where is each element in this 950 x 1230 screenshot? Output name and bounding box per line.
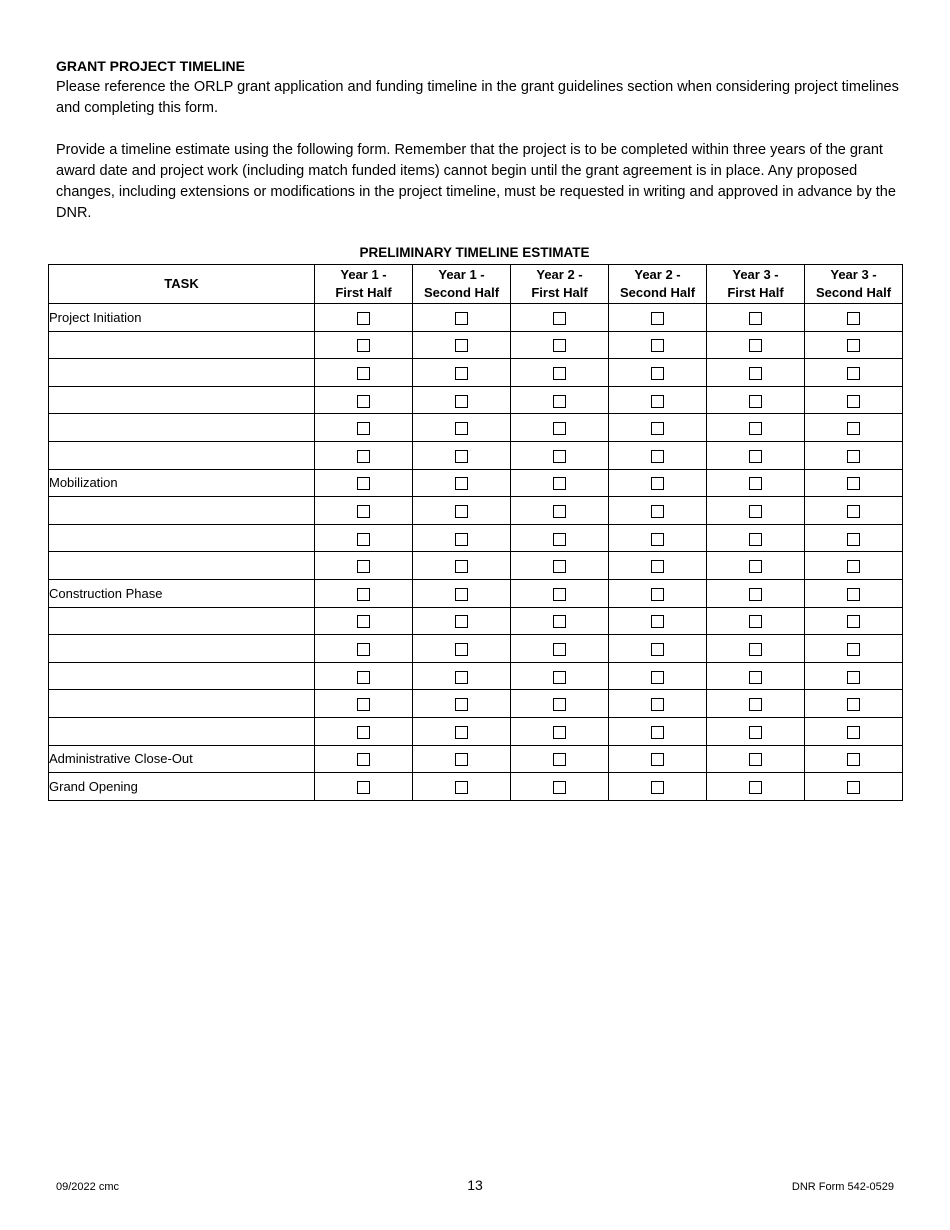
checkbox-cell (609, 745, 707, 773)
timeline-checkbox[interactable] (357, 753, 370, 766)
checkbox-cell (315, 607, 413, 635)
timeline-checkbox[interactable] (455, 533, 468, 546)
timeline-checkbox[interactable] (847, 395, 860, 408)
column-header-line1: Year 2 - (536, 267, 583, 282)
checkbox-cell (315, 662, 413, 690)
checkbox-cell (805, 552, 903, 580)
timeline-checkbox[interactable] (749, 533, 762, 546)
intro-paragraph: Please reference the ORLP grant application and funding timeline in the grant guidelines section when considering project timelines and completing this form. (56, 79, 899, 116)
checkbox-cell (413, 359, 511, 387)
checkbox-cell (413, 607, 511, 635)
checkbox-cell (805, 773, 903, 801)
timeline-checkbox[interactable] (651, 533, 664, 546)
timeline-checkbox[interactable] (651, 367, 664, 380)
task-cell[interactable] (49, 635, 315, 663)
timeline-checkbox[interactable] (357, 477, 370, 490)
checkbox-cell (315, 552, 413, 580)
timeline-checkbox[interactable] (847, 560, 860, 573)
checkbox-cell (315, 717, 413, 745)
task-cell[interactable] (49, 717, 315, 745)
task-cell[interactable]: Project Initiation (49, 304, 315, 332)
timeline-checkbox[interactable] (847, 643, 860, 656)
timeline-checkbox[interactable] (651, 588, 664, 601)
table-row (49, 579, 903, 607)
checkbox-cell (413, 717, 511, 745)
checkbox-cell (707, 524, 805, 552)
timeline-checkbox[interactable] (651, 450, 664, 463)
checkbox-cell (609, 469, 707, 497)
checkbox-cell (315, 331, 413, 359)
checkbox-cell (511, 717, 609, 745)
checkbox-cell (609, 386, 707, 414)
checkbox-cell (609, 524, 707, 552)
checkbox-cell (805, 386, 903, 414)
timeline-checkbox[interactable] (847, 753, 860, 766)
checkbox-cell (511, 497, 609, 525)
task-cell[interactable] (49, 524, 315, 552)
timeline-checkbox[interactable] (847, 588, 860, 601)
timeline-checkbox[interactable] (749, 505, 762, 518)
checkbox-cell (609, 304, 707, 332)
page-number: 13 (467, 1177, 483, 1193)
column-header-y1-first (315, 265, 413, 304)
table-row (49, 386, 903, 414)
timeline-checkbox[interactable] (357, 671, 370, 684)
checkbox-cell (609, 441, 707, 469)
task-column-header: TASK (49, 265, 315, 304)
timeline-checkbox[interactable] (553, 781, 566, 794)
checkbox-cell (511, 469, 609, 497)
timeline-checkbox[interactable] (651, 339, 664, 352)
timeline-checkbox[interactable] (455, 615, 468, 628)
table-row (49, 607, 903, 635)
checkbox-cell (511, 441, 609, 469)
timeline-checkbox[interactable] (651, 643, 664, 656)
checkbox-cell (413, 690, 511, 718)
checkbox-cell (805, 304, 903, 332)
timeline-checkbox[interactable] (847, 477, 860, 490)
timeline-checkbox[interactable] (357, 339, 370, 352)
column-header-y2-second (609, 265, 707, 304)
checkbox-cell (315, 524, 413, 552)
checkbox-cell (413, 662, 511, 690)
table-title: PRELIMINARY TIMELINE ESTIMATE (359, 245, 590, 260)
timeline-body (49, 304, 903, 801)
checkbox-cell (413, 552, 511, 580)
column-header-line2: Second Half (619, 285, 696, 300)
column-header-line1: Year 3 - (830, 267, 877, 282)
timeline-checkbox[interactable] (847, 781, 860, 794)
checkbox-cell (805, 497, 903, 525)
checkbox-cell (805, 690, 903, 718)
timeline-checkbox[interactable] (455, 395, 468, 408)
timeline-checkbox[interactable] (749, 753, 762, 766)
checkbox-cell (609, 359, 707, 387)
timeline-checkbox[interactable] (651, 505, 664, 518)
table-row (49, 745, 903, 773)
checkbox-cell (805, 524, 903, 552)
timeline-checkbox[interactable] (455, 367, 468, 380)
checkbox-cell (413, 497, 511, 525)
task-cell[interactable] (49, 497, 315, 525)
checkbox-cell (609, 331, 707, 359)
table-row (49, 359, 903, 387)
task-cell[interactable] (49, 690, 315, 718)
column-header-line2: First Half (335, 285, 392, 300)
checkbox-cell (805, 414, 903, 442)
checkbox-cell (511, 690, 609, 718)
timeline-checkbox[interactable] (847, 339, 860, 352)
table-header-row (49, 265, 903, 304)
timeline-checkbox[interactable] (553, 753, 566, 766)
table-row (49, 497, 903, 525)
checkbox-cell (707, 717, 805, 745)
timeline-checkbox[interactable] (357, 698, 370, 711)
timeline-checkbox[interactable] (651, 395, 664, 408)
timeline-checkbox[interactable] (357, 312, 370, 325)
timeline-checkbox[interactable] (455, 312, 468, 325)
checkbox-cell (805, 469, 903, 497)
checkbox-cell (707, 304, 805, 332)
table-row (49, 662, 903, 690)
checkbox-cell (511, 331, 609, 359)
timeline-checkbox[interactable] (357, 560, 370, 573)
timeline-checkbox[interactable] (651, 560, 664, 573)
checkbox-cell (707, 662, 805, 690)
checkbox-cell (315, 359, 413, 387)
checkbox-cell (805, 331, 903, 359)
checkbox-cell (609, 497, 707, 525)
timeline-checkbox[interactable] (847, 698, 860, 711)
table-row (49, 414, 903, 442)
timeline-checkbox[interactable] (651, 615, 664, 628)
timeline-checkbox[interactable] (553, 643, 566, 656)
timeline-checkbox[interactable] (455, 560, 468, 573)
checkbox-cell (707, 441, 805, 469)
task-cell[interactable]: Grand Opening (49, 773, 315, 801)
timeline-checkbox[interactable] (651, 726, 664, 739)
checkbox-cell (511, 635, 609, 663)
timeline-checkbox[interactable] (651, 312, 664, 325)
timeline-checkbox[interactable] (455, 726, 468, 739)
checkbox-cell (511, 745, 609, 773)
checkbox-cell (805, 359, 903, 387)
table-row (49, 552, 903, 580)
column-header-y1-second (413, 265, 511, 304)
timeline-checkbox[interactable] (553, 312, 566, 325)
checkbox-cell (707, 359, 805, 387)
timeline-checkbox[interactable] (357, 422, 370, 435)
column-header-line2: First Half (531, 285, 588, 300)
checkbox-cell (413, 304, 511, 332)
timeline-checkbox[interactable] (553, 615, 566, 628)
task-cell[interactable] (49, 386, 315, 414)
timeline-checkbox[interactable] (553, 367, 566, 380)
checkbox-cell (413, 745, 511, 773)
timeline-checkbox[interactable] (749, 671, 762, 684)
timeline-checkbox[interactable] (357, 367, 370, 380)
checkbox-cell (511, 524, 609, 552)
timeline-checkbox[interactable] (749, 422, 762, 435)
checkbox-cell (707, 552, 805, 580)
timeline-checkbox[interactable] (357, 781, 370, 794)
timeline-checkbox[interactable] (357, 615, 370, 628)
timeline-checkbox[interactable] (455, 698, 468, 711)
timeline-checkbox[interactable] (847, 671, 860, 684)
checkbox-cell (609, 662, 707, 690)
table-row (49, 304, 903, 332)
column-header-line1: Year 3 - (732, 267, 779, 282)
column-header-line1: Year 2 - (634, 267, 681, 282)
timeline-checkbox[interactable] (357, 643, 370, 656)
checkbox-cell (707, 331, 805, 359)
timeline-checkbox[interactable] (553, 560, 566, 573)
timeline-checkbox[interactable] (357, 726, 370, 739)
timeline-checkbox[interactable] (455, 781, 468, 794)
column-header-y3-first (707, 265, 805, 304)
timeline-checkbox[interactable] (455, 588, 468, 601)
timeline-checkbox[interactable] (553, 477, 566, 490)
checkbox-cell (707, 497, 805, 525)
timeline-checkbox[interactable] (455, 450, 468, 463)
timeline-checkbox[interactable] (553, 588, 566, 601)
task-cell[interactable] (49, 414, 315, 442)
timeline-checkbox[interactable] (553, 395, 566, 408)
checkbox-cell (805, 717, 903, 745)
timeline-checkbox[interactable] (749, 395, 762, 408)
checkbox-cell (707, 635, 805, 663)
checkbox-cell (707, 773, 805, 801)
timeline-checkbox[interactable] (553, 533, 566, 546)
timeline-checkbox[interactable] (749, 560, 762, 573)
checkbox-cell (315, 386, 413, 414)
timeline-checkbox[interactable] (651, 753, 664, 766)
timeline-checkbox[interactable] (847, 615, 860, 628)
task-cell[interactable]: Construction Phase (49, 579, 315, 607)
timeline-checkbox[interactable] (749, 615, 762, 628)
column-header-y3-second (805, 265, 903, 304)
timeline-checkbox[interactable] (749, 450, 762, 463)
checkbox-cell (805, 662, 903, 690)
checkbox-cell (413, 414, 511, 442)
checkbox-cell (609, 773, 707, 801)
checkbox-cell (609, 552, 707, 580)
checkbox-cell (413, 441, 511, 469)
checkbox-cell (805, 745, 903, 773)
checkbox-cell (609, 414, 707, 442)
timeline-checkbox[interactable] (553, 422, 566, 435)
checkbox-cell (413, 579, 511, 607)
timeline-checkbox[interactable] (749, 588, 762, 601)
checkbox-cell (707, 690, 805, 718)
checkbox-cell (511, 414, 609, 442)
timeline-checkbox[interactable] (847, 312, 860, 325)
timeline-checkbox[interactable] (553, 671, 566, 684)
checkbox-cell (609, 607, 707, 635)
timeline-checkbox[interactable] (847, 422, 860, 435)
checkbox-cell (707, 607, 805, 635)
timeline-checkbox[interactable] (553, 698, 566, 711)
footer-date: 09/2022 cmc (56, 1181, 119, 1193)
timeline-checkbox[interactable] (357, 588, 370, 601)
timeline-checkbox[interactable] (357, 450, 370, 463)
checkbox-cell (511, 607, 609, 635)
timeline-checkbox[interactable] (749, 643, 762, 656)
checkbox-cell (413, 386, 511, 414)
checkbox-cell (315, 469, 413, 497)
checkbox-cell (315, 304, 413, 332)
table-row (49, 773, 903, 801)
timeline-checkbox[interactable] (847, 450, 860, 463)
timeline-checkbox[interactable] (357, 505, 370, 518)
timeline-checkbox[interactable] (455, 505, 468, 518)
timeline-checkbox[interactable] (749, 726, 762, 739)
timeline-checkbox[interactable] (455, 477, 468, 490)
column-header-y2-first (511, 265, 609, 304)
task-cell[interactable] (49, 552, 315, 580)
instructions-paragraph: Provide a timeline estimate using the following form. Remember that the project is to be completed within three years of the grant award date and project work (including match funded items) cannot begin until the grant agreement is in place. Any proposed changes, including extensions or modifications in the project timeline, must be requested in writing and approved in advance by the DNR. (56, 142, 896, 221)
table-row (49, 469, 903, 497)
timeline-checkbox[interactable] (455, 422, 468, 435)
timeline-checkbox[interactable] (553, 450, 566, 463)
checkbox-cell (707, 469, 805, 497)
timeline-checkbox[interactable] (847, 533, 860, 546)
table-row (49, 690, 903, 718)
checkbox-cell (315, 690, 413, 718)
checkbox-cell (315, 635, 413, 663)
checkbox-cell (805, 579, 903, 607)
timeline-checkbox[interactable] (455, 753, 468, 766)
checkbox-cell (805, 607, 903, 635)
task-cell[interactable]: Administrative Close-Out (49, 745, 315, 773)
task-cell[interactable] (49, 607, 315, 635)
checkbox-cell (511, 662, 609, 690)
table-row (49, 717, 903, 745)
task-cell[interactable] (49, 441, 315, 469)
timeline-checkbox[interactable] (455, 671, 468, 684)
checkbox-cell (511, 579, 609, 607)
table-row (49, 524, 903, 552)
timeline-checkbox[interactable] (651, 698, 664, 711)
checkbox-cell (511, 304, 609, 332)
checkbox-cell (315, 497, 413, 525)
timeline-checkbox[interactable] (749, 339, 762, 352)
task-cell[interactable] (49, 662, 315, 690)
checkbox-cell (511, 773, 609, 801)
checkbox-cell (511, 386, 609, 414)
timeline-checkbox[interactable] (455, 339, 468, 352)
timeline-checkbox[interactable] (651, 477, 664, 490)
timeline-checkbox[interactable] (357, 533, 370, 546)
section-heading: GRANT PROJECT TIMELINE (56, 58, 246, 74)
column-header-line1: Year 1 - (438, 267, 485, 282)
checkbox-cell (805, 441, 903, 469)
checkbox-cell (413, 524, 511, 552)
task-cell[interactable] (49, 359, 315, 387)
column-header-line2: Second Half (423, 285, 500, 300)
checkbox-cell (511, 552, 609, 580)
checkbox-cell (413, 331, 511, 359)
column-header-line2: First Half (727, 285, 784, 300)
table-row (49, 441, 903, 469)
timeline-checkbox[interactable] (357, 395, 370, 408)
checkbox-cell (315, 773, 413, 801)
form-number: DNR Form 542-0529 (791, 1181, 894, 1193)
checkbox-cell (707, 745, 805, 773)
table-row (49, 635, 903, 663)
timeline-checkbox[interactable] (651, 671, 664, 684)
checkbox-cell (511, 359, 609, 387)
timeline-checkbox[interactable] (553, 726, 566, 739)
checkbox-cell (315, 414, 413, 442)
checkbox-cell (707, 386, 805, 414)
checkbox-cell (609, 635, 707, 663)
timeline-table (48, 264, 903, 801)
checkbox-cell (707, 414, 805, 442)
timeline-checkbox[interactable] (553, 505, 566, 518)
timeline-checkbox[interactable] (847, 726, 860, 739)
checkbox-cell (315, 745, 413, 773)
task-cell[interactable]: Mobilization (49, 469, 315, 497)
column-header-line1: Year 1 - (340, 267, 387, 282)
checkbox-cell (609, 690, 707, 718)
table-row (49, 331, 903, 359)
timeline-checkbox[interactable] (749, 698, 762, 711)
timeline-checkbox[interactable] (553, 339, 566, 352)
timeline-checkbox[interactable] (651, 781, 664, 794)
column-header-line2: Second Half (815, 285, 892, 300)
timeline-checkbox[interactable] (455, 643, 468, 656)
checkbox-cell (707, 579, 805, 607)
checkbox-cell (609, 579, 707, 607)
checkbox-cell (413, 469, 511, 497)
timeline-checkbox[interactable] (847, 367, 860, 380)
timeline-checkbox[interactable] (749, 781, 762, 794)
checkbox-cell (413, 773, 511, 801)
checkbox-cell (609, 717, 707, 745)
checkbox-cell (805, 635, 903, 663)
timeline-checkbox[interactable] (749, 367, 762, 380)
timeline-checkbox[interactable] (847, 505, 860, 518)
timeline-checkbox[interactable] (651, 422, 664, 435)
task-cell[interactable] (49, 331, 315, 359)
checkbox-cell (315, 441, 413, 469)
timeline-checkbox[interactable] (749, 477, 762, 490)
checkbox-cell (413, 635, 511, 663)
checkbox-cell (315, 579, 413, 607)
timeline-checkbox[interactable] (749, 312, 762, 325)
